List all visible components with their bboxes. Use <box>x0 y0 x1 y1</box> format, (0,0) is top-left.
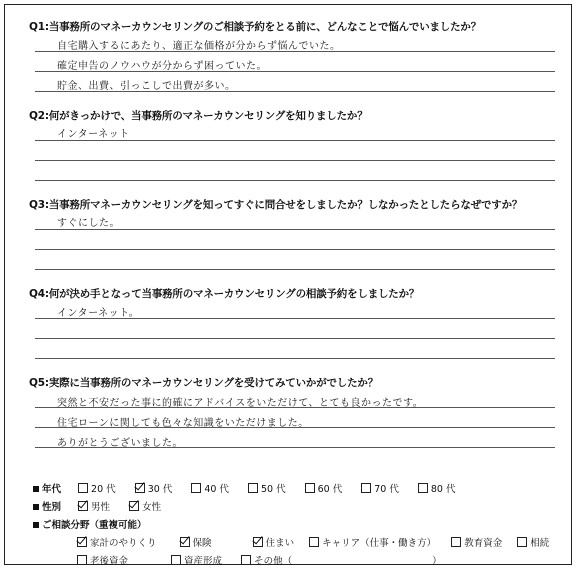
checkbox-checked-icon[interactable] <box>135 483 145 493</box>
answer-line <box>35 229 555 230</box>
checkbox-icon[interactable] <box>309 537 319 547</box>
answer-text: 突然と不安だった事に的確にアドバイスをいただけて、とても良かったです。 <box>57 398 424 409</box>
checkbox-icon[interactable] <box>78 483 88 493</box>
answer-text: 確定申告のノウハウが分からず困っていた。 <box>57 61 267 72</box>
age-option[interactable]: 30 代 <box>135 481 173 495</box>
field-option[interactable]: 資産形成 <box>171 553 222 567</box>
answer-line <box>35 160 555 161</box>
field-option[interactable]: 家計のやりくり <box>77 535 157 549</box>
field-option[interactable]: 住まい <box>253 535 295 549</box>
checkbox-icon[interactable] <box>305 483 315 493</box>
field-heading: ご相談分野（重複可能） <box>33 520 147 531</box>
checkbox-icon[interactable] <box>248 483 258 493</box>
answer-text: インターネット <box>57 129 130 140</box>
answer-text: ありがとうございました。 <box>57 438 183 449</box>
checkbox-icon[interactable] <box>77 555 87 565</box>
checkbox-checked-icon[interactable] <box>78 501 88 511</box>
question-4-title: Q4:何が決め手となって当事務所のマネーカウンセリングの相談予約をしましたか？ <box>29 288 420 300</box>
checkbox-checked-icon[interactable] <box>253 537 263 547</box>
field-heading-row <box>33 517 161 531</box>
age-option[interactable]: 80 代 <box>418 481 456 495</box>
age-option[interactable]: 50 代 <box>248 481 286 495</box>
field-option[interactable]: 老後資金 <box>77 553 128 567</box>
answer-text: すぐにした。 <box>57 218 120 229</box>
question-2-title: Q2:何がきっかけで、当事務所のマネーカウンセリングを知りましたか？ <box>29 110 368 122</box>
answer-line <box>35 140 555 141</box>
checkbox-checked-icon[interactable] <box>129 501 139 511</box>
answer-text: 住宅ローンに関しても色々な知識をいただけました。 <box>57 418 309 429</box>
square-bullet-icon <box>33 522 39 528</box>
question-3-title: Q3:当事務所マネーカウンセリングを知ってすぐに問合せをしましたか？しなかったとしたらなぜですか？ <box>29 199 523 211</box>
checkbox-icon[interactable] <box>451 537 461 547</box>
answer-text: 貯金、出費、引っこしで出費が多い。 <box>57 81 236 92</box>
gender-option[interactable]: 女性 <box>129 499 161 513</box>
answer-text: インターネット。 <box>57 308 140 319</box>
answer-line <box>35 180 555 181</box>
answer-line <box>35 249 555 250</box>
checkbox-checked-icon[interactable] <box>77 537 87 547</box>
field-row-1 <box>77 535 549 549</box>
gender-row <box>33 499 177 513</box>
checkbox-icon[interactable] <box>418 483 428 493</box>
answer-line <box>35 338 555 339</box>
gender-option[interactable]: 男性 <box>78 499 110 513</box>
field-option[interactable]: 相続 <box>517 535 549 549</box>
checkbox-icon[interactable] <box>517 537 527 547</box>
answer-text: 自宅購入するにあたり、適正な価格が分からず悩んでいた。 <box>57 41 341 52</box>
survey-sheet <box>4 4 572 565</box>
age-row <box>33 481 472 495</box>
field-option[interactable]: キャリア（仕事・働き方） <box>309 535 436 549</box>
answer-line <box>35 269 555 270</box>
checkbox-icon[interactable] <box>361 483 371 493</box>
gender-heading: 性別 <box>33 502 61 513</box>
age-option[interactable]: 70 代 <box>361 481 399 495</box>
age-option[interactable]: 40 代 <box>191 481 229 495</box>
answer-line <box>35 358 555 359</box>
age-option[interactable]: 60 代 <box>305 481 343 495</box>
age-heading: 年代 <box>33 484 61 495</box>
age-option[interactable]: 20 代 <box>78 481 116 495</box>
field-row-2 <box>77 553 442 567</box>
checkbox-icon[interactable] <box>171 555 181 565</box>
question-1-title: Q1:当事務所のマネーカウンセリングのご相談予約をとる前に、どんなことで悩んでいましたか？ <box>29 21 482 33</box>
field-option[interactable]: 教育資金 <box>451 535 502 549</box>
square-bullet-icon <box>33 504 39 510</box>
question-5-title: Q5:実際に当事務所のマネーカウンセリングを受けてみていかがでしたか？ <box>29 377 379 389</box>
field-option-other[interactable]: その他（ ） <box>241 553 442 567</box>
square-bullet-icon <box>33 486 39 492</box>
checkbox-icon[interactable] <box>191 483 201 493</box>
field-option[interactable]: 保険 <box>180 535 212 549</box>
checkbox-checked-icon[interactable] <box>180 537 190 547</box>
checkbox-icon[interactable] <box>241 555 251 565</box>
